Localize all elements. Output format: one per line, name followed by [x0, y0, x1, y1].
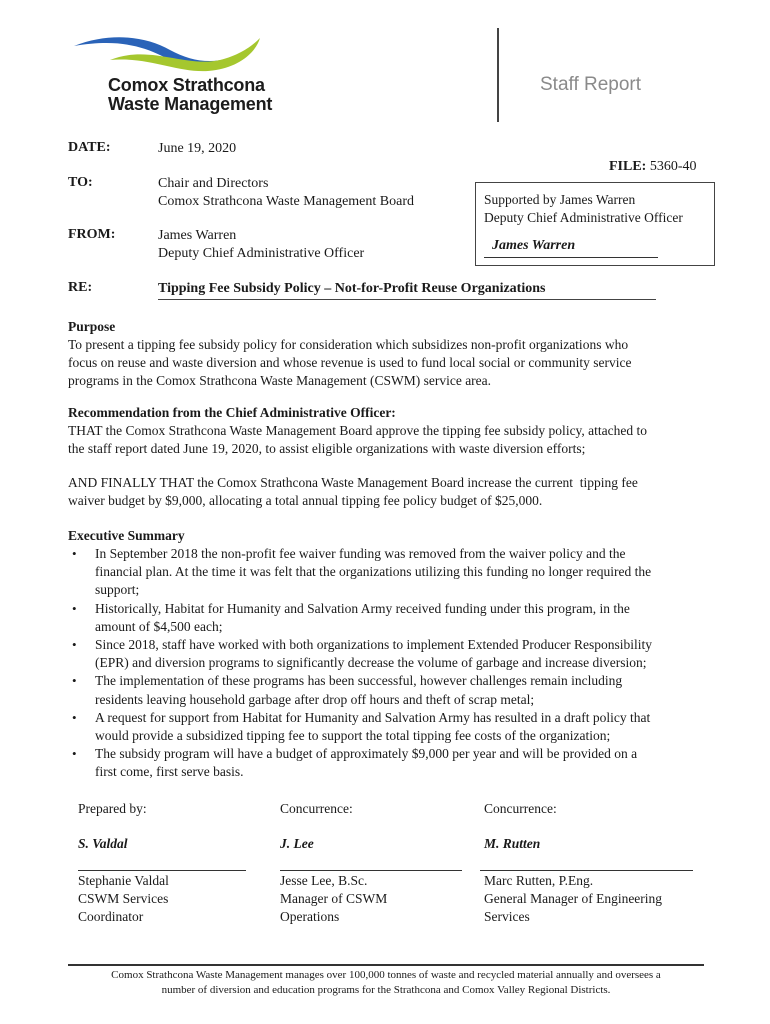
signature-line — [78, 870, 246, 871]
logo — [70, 30, 290, 120]
footer-line2: number of diversion and education programs for the Strathcona and Comox Valley Regional Districts. — [161, 984, 611, 996]
executive-summary-heading: Executive Summary — [68, 528, 185, 543]
signature-block-1 — [78, 800, 248, 924]
list-item: • The implementation of these programs has been successful, however challenges remain including residents leaving household garbage after drop off hours and theft of scrap metal; — [68, 672, 708, 708]
footer — [68, 968, 704, 998]
recommendation-heading: Recommendation from the Chief Administrative Officer: — [68, 405, 396, 420]
signer-title: Manager of CSWM — [280, 891, 388, 906]
list-item: • In September 2018 the non-profit fee waiver funding was removed from the waiver policy and the financial plan. At the time it was felt that the organizations utilizing this funding no longer required the support; — [68, 545, 708, 600]
support-line1: Supported by James Warren — [484, 192, 636, 207]
re-underline — [158, 299, 656, 300]
signature-role: Concurrence: — [280, 801, 353, 816]
from-label: FROM: — [68, 227, 116, 242]
signer-name: Stephanie Valdal — [78, 873, 169, 888]
date-value: June 19, 2020 — [158, 141, 237, 156]
to-label: TO: — [68, 175, 93, 190]
recommendation-line: waiver budget by $9,000, allocating a total annual tipping fee policy budget of $25,000. — [68, 493, 543, 509]
signer-title: Operations — [280, 909, 340, 924]
re-value: Tipping Fee Subsidy Policy – Not-for-Profit Reuse Organizations — [158, 281, 546, 296]
recommendation-para1 — [68, 422, 647, 458]
list-item: • Historically, Habitat for Humanity and Salvation Army received funding under this program, in the amount of $4,500 each; — [68, 600, 708, 636]
re-label: RE: — [68, 280, 93, 295]
signature-line — [280, 870, 462, 871]
file-label: FILE: — [609, 159, 647, 174]
list-item: • A request for support from Habitat for Humanity and Salvation Army has resulted in a draft policy that would provide a subsidized tipping fee to support the total tipping fee costs of the organization; — [68, 709, 708, 745]
signer-title: Services — [484, 909, 530, 924]
list-item: • The subsidy program will have a budget of approximately $9,000 per year and will be provided on a first come, first serve basis. — [68, 745, 708, 781]
signature-role: Prepared by: — [78, 801, 147, 816]
footer-rule — [68, 964, 704, 966]
from-line2: Deputy Chief Administrative Officer — [158, 246, 365, 261]
recommendation-line: AND FINALLY THAT the Comox Strathcona Waste Management Board increase the current tipping fee — [68, 475, 638, 490]
signature: J. Lee — [280, 836, 314, 851]
signature-block-2 — [280, 800, 465, 924]
signer-name: Marc Rutten, P.Eng. — [484, 873, 594, 888]
recommendation-line: the staff report dated June 19, 2020, to assist eligible organizations with waste diversion efforts; — [68, 441, 586, 457]
executive-summary-list — [68, 545, 708, 782]
signer-title: CSWM Services — [78, 891, 169, 906]
signature-role: Concurrence: — [484, 801, 557, 816]
from-line1: James Warren — [158, 228, 237, 243]
logo-line1: Comox Strathcona — [108, 75, 265, 95]
support-box — [475, 182, 715, 266]
signer-title: General Manager of Engineering — [484, 891, 663, 906]
footer-line1: Comox Strathcona Waste Management manages over 100,000 tonnes of waste and recycled material annually and oversees a — [111, 969, 661, 981]
to-line2: Comox Strathcona Waste Management Board — [158, 194, 414, 209]
logo-swoosh-icon — [70, 30, 270, 80]
recommendation-para2 — [68, 474, 638, 510]
support-line2: Deputy Chief Administrative Officer — [484, 210, 683, 225]
signature: S. Valdal — [78, 836, 128, 851]
support-signature: James Warren — [492, 238, 576, 253]
list-item: • Since 2018, staff have worked with both organizations to implement Extended Producer Responsibility (EPR) and diversion programs to significantly decrease the volume of garbage and increase diversion; — [68, 636, 708, 672]
signature: M. Rutten — [484, 836, 541, 851]
signer-title: Coordinator — [78, 909, 144, 924]
header-divider — [497, 28, 499, 122]
purpose-body — [68, 336, 631, 391]
file-number — [609, 158, 697, 176]
to-line1: Chair and Directors — [158, 176, 269, 191]
signature-line — [480, 870, 693, 871]
purpose-line: programs in the Comox Strathcona Waste Management (CSWM) service area. — [68, 373, 492, 389]
date-label: DATE: — [68, 140, 111, 155]
support-signature-line — [484, 257, 658, 258]
signer-name: Jesse Lee, B.Sc. — [280, 873, 368, 888]
purpose-line: focus on reuse and waste diversion and whose revenue is used to fund local social or community service — [68, 355, 632, 371]
page-title: Staff Report — [540, 74, 642, 95]
recommendation-line: THAT the Comox Strathcona Waste Management Board approve the tipping fee subsidy policy, attached to — [68, 423, 648, 438]
purpose-heading: Purpose — [68, 319, 116, 334]
purpose-line: To present a tipping fee subsidy policy for consideration which subsidizes non-profit organizations who — [68, 337, 629, 352]
signature-block-3 — [480, 800, 695, 924]
file-value: 5360-40 — [649, 159, 697, 174]
logo-line2: Waste Management — [108, 94, 273, 114]
